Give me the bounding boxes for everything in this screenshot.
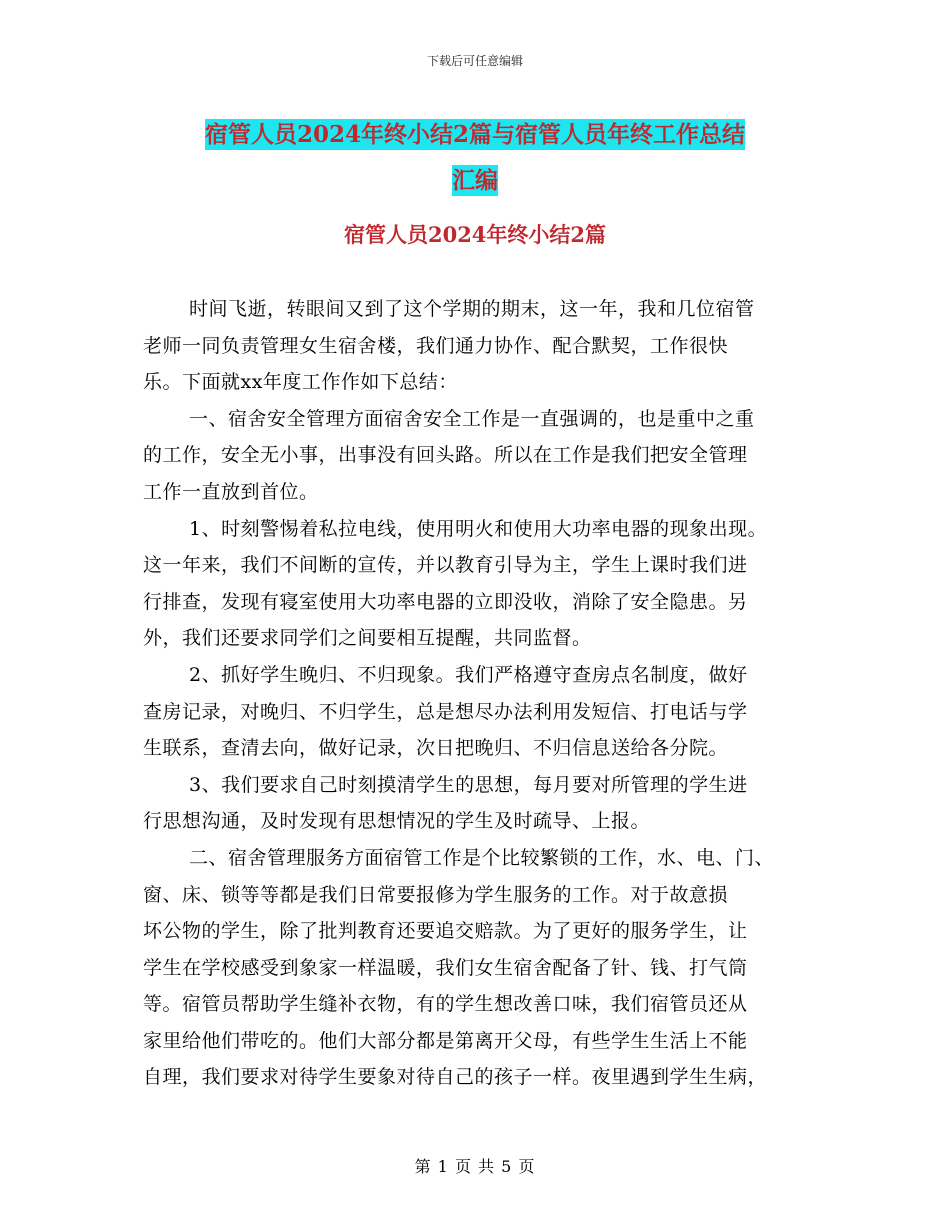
document-title <box>0 112 950 204</box>
text-line: 工作一直放到首位。 <box>143 480 319 503</box>
text-line: 老师一同负责管理女生宿舍楼，我们通力协作、配合默契，工作很快 <box>143 334 729 357</box>
text-line: 查房记录，对晚归、不归学生，总是想尽办法利用发短信、打电话与学 <box>143 700 748 723</box>
document-title-line-2: 汇编 <box>452 167 498 194</box>
text-line: 的工作，安全无小事，出事没有回头路。所以在工作是我们把安全管理 <box>143 444 748 467</box>
text-line: 家里给他们带吃的。他们大部分都是第离开父母，有些学生生活上不能 <box>143 1029 748 1052</box>
text-line: 行思想沟通，及时发现有思想情况的学生及时疏导、上报。 <box>143 810 651 833</box>
text-line: 时间飞逝，转眼间又到了这个学期的期末，这一年，我和几位宿管 <box>189 298 755 320</box>
text-line: 二、宿舍管理服务方面宿管工作是个比较繁锁的工作，水、电、门、 <box>189 846 775 869</box>
text-line: 外，我们还要求同学们之间要相互提醒，共同监督。 <box>143 627 592 650</box>
text-line: 一、宿舍安全管理方面宿舍安全工作是一直强调的，也是重中之重 <box>189 407 755 430</box>
text-line: 行排查，发现有寝室使用大功率电器的立即没收，消除了安全隐患。另 <box>143 590 748 613</box>
text-line: 自理，我们要求对待学生要象对待自己的孩子一样。夜里遇到学生生病， <box>143 1066 768 1089</box>
text-line: 等。宿管员帮助学生缝补衣物，有的学生想改善口味，我们宿管员还从 <box>143 993 748 1016</box>
text-line: 这一年来，我们不间断的宣传，并以教育引导为主，学生上课时我们进 <box>143 554 748 577</box>
page-footer: 第 1 页 共 5 页 <box>414 1157 536 1176</box>
body-text <box>143 291 823 1096</box>
text-line: 2、抓好学生晚归、不归现象。我们严格遵守查房点名制度，做好 <box>189 663 748 686</box>
text-line: 3、我们要求自己时刻摸清学生的思想，每月要对所管理的学生进 <box>189 773 748 796</box>
text-line: 学生在学校感受到象家一样温暖，我们女生宿舍配备了针、钱、打气筒 <box>143 956 748 979</box>
text-line: 坏公物的学生，除了批判教育还要追交赔款。为了更好的服务学生，让 <box>143 920 748 943</box>
text-line: 窗、床、锁等等都是我们日常要报修为学生服务的工作。对于故意损 <box>143 883 729 906</box>
document-title-line-1: 宿管人员2024年终小结2篇与宿管人员年终工作总结 <box>204 121 746 148</box>
text-line: 1、时刻警惕着私拉电线，使用明火和使用大功率电器的现象出现。 <box>189 517 768 540</box>
text-line: 生联系，查清去向，做好记录，次日把晚归、不归信息送给各分院。 <box>143 737 729 760</box>
header-note: 下载后可任意编辑 <box>426 54 523 68</box>
text-line: 乐。下面就xx年度工作作如下总结： <box>143 371 458 394</box>
section-title: 宿管人员2024年终小结2篇 <box>343 222 607 247</box>
